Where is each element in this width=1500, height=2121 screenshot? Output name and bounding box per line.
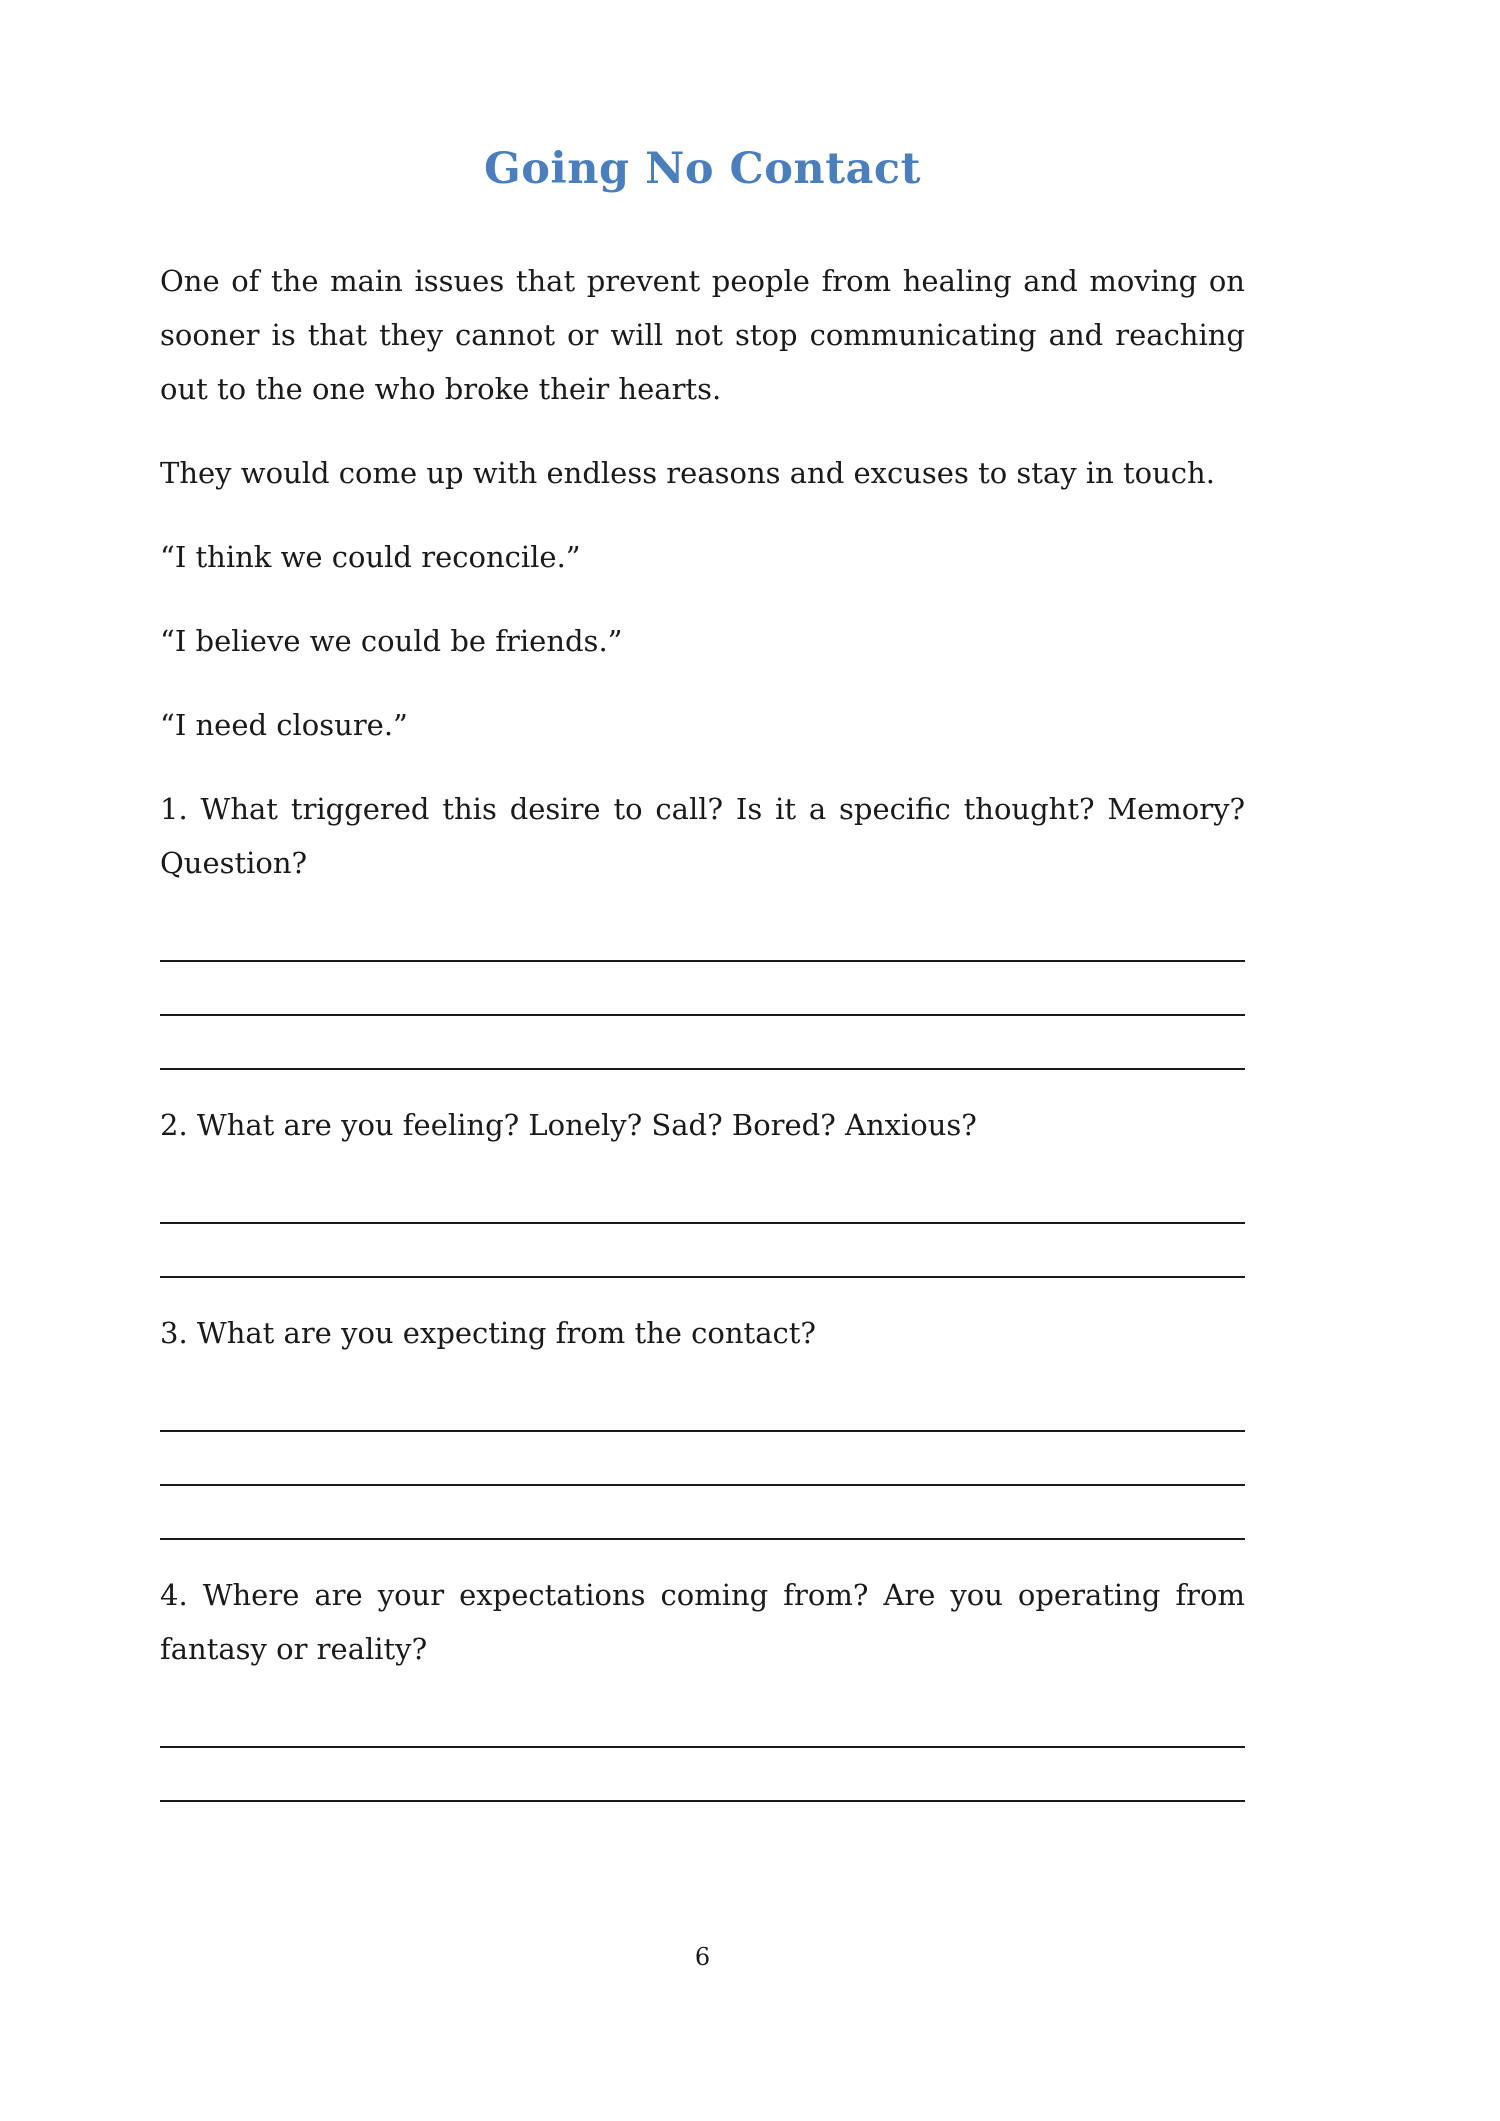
page-title: Going No Contact — [484, 144, 921, 194]
question-text: 2. What are you feeling? Lonely? Sad? Bored? Anxious? — [160, 1107, 977, 1142]
question-block-3 — [160, 1306, 1245, 1540]
question-block-1 — [160, 782, 1245, 1070]
question-text: 1. What triggered this desire to call? Is it a specific thought? Memory? Question? — [160, 791, 1245, 880]
answer-blank-line — [160, 1748, 1245, 1802]
question-text: 3. What are you expecting from the contact? — [160, 1315, 816, 1350]
answer-lines — [160, 1170, 1245, 1278]
answer-blank-line — [160, 1694, 1245, 1748]
answer-blank-line — [160, 962, 1245, 1016]
question-block-2 — [160, 1098, 1245, 1278]
answer-lines — [160, 908, 1245, 1070]
quote-line-1: “I think we could reconcile.” — [160, 539, 581, 574]
page-number: 6 — [694, 1943, 711, 1971]
answer-blank-line — [160, 1170, 1245, 1224]
answer-blank-line — [160, 1016, 1245, 1070]
intro-paragraph-2: They would come up with endless reasons and excuses to stay in touch. — [160, 455, 1215, 490]
answer-blank-line — [160, 1486, 1245, 1540]
answer-lines — [160, 1694, 1245, 1802]
answer-lines — [160, 1378, 1245, 1540]
answer-blank-line — [160, 1378, 1245, 1432]
intro-paragraph-1: One of the main issues that prevent people from healing and moving on sooner is that they cannot or will not stop communicating and reaching out to the one who broke their hearts. — [160, 263, 1245, 406]
answer-blank-line — [160, 1432, 1245, 1486]
question-text: 4. Where are your expectations coming from? Are you operating from fantasy or reality? — [160, 1577, 1245, 1666]
question-block-4 — [160, 1568, 1245, 1802]
answer-blank-line — [160, 1224, 1245, 1278]
quote-line-3: “I need closure.” — [160, 707, 408, 742]
quote-line-2: “I believe we could be friends.” — [160, 623, 623, 658]
answer-blank-line — [160, 908, 1245, 962]
